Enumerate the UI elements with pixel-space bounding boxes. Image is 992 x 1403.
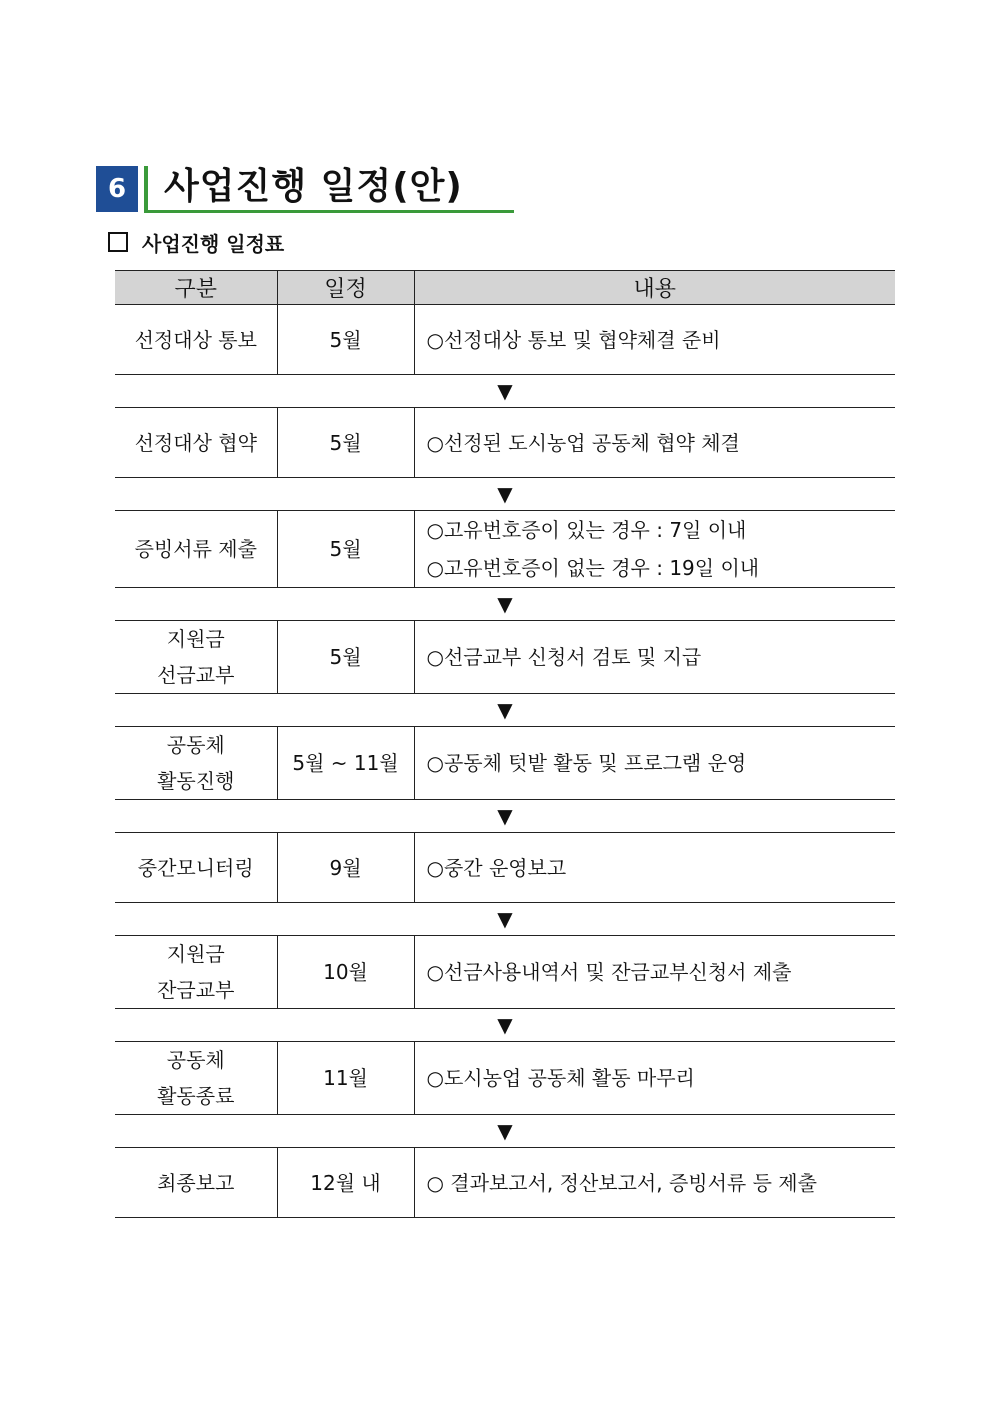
arrow-row — [115, 1009, 895, 1042]
table-row — [115, 408, 895, 478]
arrow-down-icon: ▼ — [497, 482, 513, 506]
arrow-row — [115, 375, 895, 408]
arrow-row — [115, 903, 895, 936]
arrow-row — [115, 1115, 895, 1148]
content-item: ○공동체 텃밭 활동 및 프로그램 운영 — [426, 751, 747, 775]
arrow-down-icon: ▼ — [497, 379, 513, 403]
period-cell: 10월 — [277, 936, 414, 1009]
stage-cell — [115, 305, 277, 375]
arrow-down-icon: ▼ — [497, 1119, 513, 1143]
content-cell — [414, 305, 895, 375]
schedule-table — [115, 270, 895, 1218]
table-row — [115, 621, 895, 694]
stage-cell — [115, 1042, 277, 1115]
period-cell: 11월 — [277, 1042, 414, 1115]
table-row — [115, 833, 895, 903]
period-cell: 5월 ~ 11월 — [277, 727, 414, 800]
header-category: 구분 — [115, 271, 277, 305]
stage-label: 지원금 — [166, 942, 225, 966]
content-item: ○고유번호증이 없는 경우 : 19일 이내 — [426, 556, 760, 580]
section-header — [96, 164, 514, 214]
arrow-down-icon: ▼ — [497, 592, 513, 616]
schedule-body — [115, 305, 895, 1218]
stage-label: 선금교부 — [157, 663, 235, 687]
content-cell — [414, 1042, 895, 1115]
arrow-row — [115, 694, 895, 727]
stage-cell — [115, 511, 277, 588]
content-cell — [414, 833, 895, 903]
period-cell: 9월 — [277, 833, 414, 903]
section-number: 6 — [96, 166, 138, 212]
arrow-row — [115, 478, 895, 511]
stage-label: 선정대상 협약 — [134, 430, 257, 455]
content-cell — [414, 936, 895, 1009]
stage-cell — [115, 936, 277, 1009]
stage-label: 공동체 — [166, 1048, 225, 1072]
content-item: ○선정대상 통보 및 협약체결 준비 — [426, 327, 721, 352]
stage-label: 증빙서류 제출 — [134, 537, 257, 561]
table-row — [115, 727, 895, 800]
stage-cell — [115, 408, 277, 478]
stage-label: 선정대상 통보 — [134, 327, 257, 352]
stage-cell — [115, 1148, 277, 1218]
content-cell — [414, 408, 895, 478]
content-item: ○선금교부 신청서 검토 및 지급 — [426, 645, 702, 669]
period-cell: 5월 — [277, 305, 414, 375]
arrow-down-icon: ▼ — [497, 1013, 513, 1037]
period-cell: 5월 — [277, 511, 414, 588]
content-item: ○ 결과보고서, 정산보고서, 증빙서류 등 제출 — [426, 1170, 817, 1195]
content-cell — [414, 621, 895, 694]
table-row — [115, 1042, 895, 1115]
header-content: 내용 — [414, 271, 895, 305]
content-item: ○선금사용내역서 및 잔금교부신청서 제출 — [426, 960, 792, 984]
table-row — [115, 1148, 895, 1218]
checkbox-square-icon — [108, 232, 128, 252]
stage-label: 공동체 — [166, 733, 225, 757]
table-row — [115, 305, 895, 375]
section-accent-bar — [144, 166, 148, 212]
table-row — [115, 511, 895, 588]
table-row — [115, 936, 895, 1009]
stage-label: 활동종료 — [157, 1084, 235, 1108]
stage-cell — [115, 727, 277, 800]
period-cell: 5월 — [277, 621, 414, 694]
content-item: ○선정된 도시농업 공동체 협약 체결 — [426, 430, 740, 455]
arrow-down-icon: ▼ — [497, 804, 513, 828]
arrow-down-icon: ▼ — [497, 698, 513, 722]
arrow-down-icon: ▼ — [497, 907, 513, 931]
period-cell: 5월 — [277, 408, 414, 478]
content-item: ○고유번호증이 있는 경우 : 7일 이내 — [426, 518, 747, 542]
subheader-label: 사업진행 일정표 — [142, 231, 285, 256]
section-title: 사업진행 일정(안) — [164, 166, 463, 207]
stage-label: 잔금교부 — [157, 978, 235, 1002]
stage-cell — [115, 621, 277, 694]
stage-label: 지원금 — [166, 627, 225, 651]
stage-label: 중간모니터링 — [137, 855, 254, 880]
header-schedule: 일정 — [277, 271, 414, 305]
stage-cell — [115, 833, 277, 903]
period-cell: 12월 내 — [277, 1148, 414, 1218]
stage-label: 최종보고 — [157, 1170, 235, 1195]
stage-label: 활동진행 — [157, 769, 235, 793]
content-cell — [414, 511, 895, 588]
content-item: ○중간 운영보고 — [426, 855, 567, 880]
content-item: ○도시농업 공동체 활동 마무리 — [426, 1066, 695, 1090]
subheader — [108, 228, 284, 256]
content-cell — [414, 1148, 895, 1218]
section-underline — [144, 210, 514, 213]
table-header-row — [115, 271, 895, 305]
arrow-row — [115, 800, 895, 833]
content-cell — [414, 727, 895, 800]
arrow-row — [115, 588, 895, 621]
